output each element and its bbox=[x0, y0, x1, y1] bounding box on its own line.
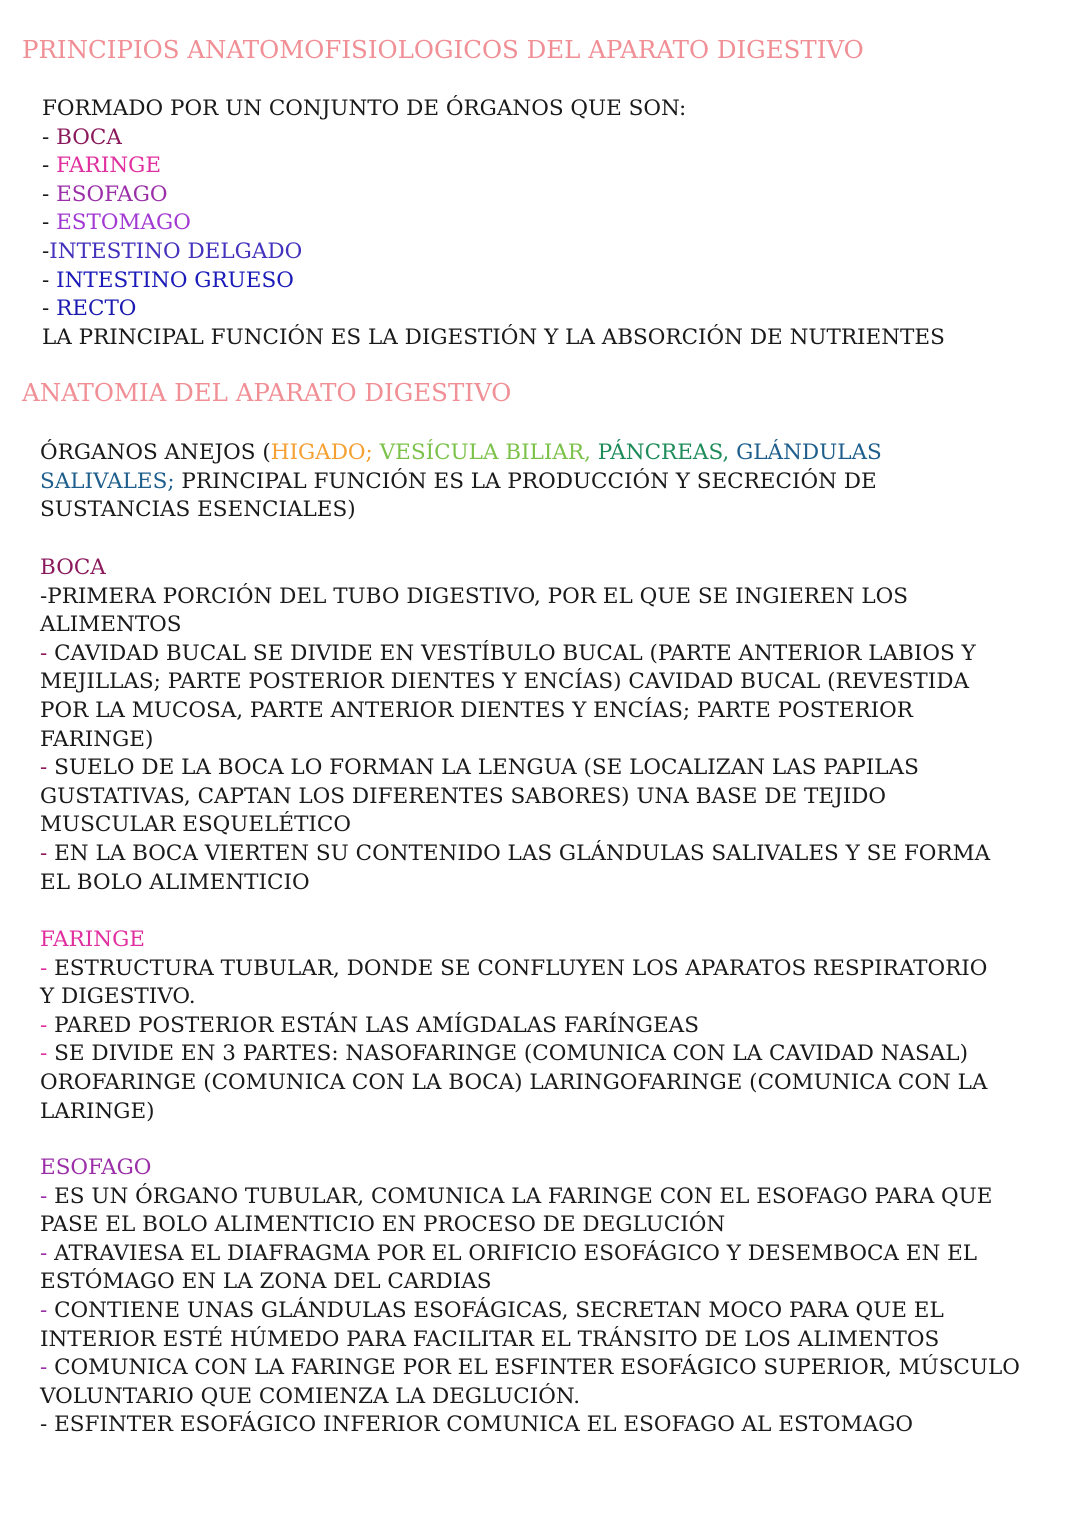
organ-label: INTESTINO DELGADO bbox=[49, 238, 303, 264]
text-line bbox=[40, 840, 990, 869]
organ-label: ESOFAGO bbox=[56, 181, 168, 207]
text-line bbox=[40, 754, 990, 783]
organ-label: FARINGE bbox=[56, 153, 162, 179]
anejos-block bbox=[40, 439, 882, 525]
dash: - bbox=[40, 1355, 55, 1381]
text-line: ESTÓMAGO EN LA ZONA DEL CARDIAS bbox=[40, 1269, 492, 1295]
organ-item-estomago bbox=[42, 209, 945, 238]
organ-list-block bbox=[42, 95, 945, 352]
dash: - bbox=[42, 210, 57, 236]
anejo-pancreas: PÁNCREAS, bbox=[597, 440, 730, 465]
text-line: Y DIGESTIVO. bbox=[40, 984, 196, 1010]
text-line: VOLUNTARIO QUE COMIENZA LA DEGLUCIÓN. bbox=[40, 1383, 581, 1409]
text-line: OROFARINGE (COMUNICA CON LA BOCA) LARINGOFARINGE (COMUNICA CON LA bbox=[40, 1069, 988, 1095]
text-line: MUSCULAR ESQUELÉTICO bbox=[40, 812, 352, 838]
anejo-vesicula: VESÍCULA BILIAR, bbox=[379, 440, 591, 465]
anejo-higado: HIGADO; bbox=[270, 440, 373, 465]
organ-item-faringe bbox=[42, 152, 945, 181]
text-line: EL BOLO ALIMENTICIO bbox=[40, 869, 310, 895]
anejos-line-1 bbox=[40, 439, 882, 468]
dash: - bbox=[40, 840, 55, 866]
text: CAVIDAD BUCAL SE DIVIDE EN VESTÍBULO BUCAL (PARTE ANTERIOR LABIOS Y bbox=[54, 640, 976, 666]
text: CONTIENE UNAS GLÁNDULAS ESOFÁGICAS, SECRETAN MOCO PARA QUE EL bbox=[54, 1297, 944, 1323]
section-title-anatomia: ANATOMIA DEL APARATO DIGESTIVO bbox=[22, 378, 512, 407]
text-line bbox=[40, 1297, 1020, 1326]
dash: - bbox=[40, 640, 55, 666]
text-line: -PRIMERA PORCIÓN DEL TUBO DIGESTIVO, POR EL QUE SE INGIEREN LOS bbox=[40, 583, 908, 609]
text-line: ALIMENTOS bbox=[40, 612, 182, 638]
dash: - bbox=[40, 1012, 55, 1038]
text: COMUNICA CON LA FARINGE POR EL ESFINTER ESOFÁGICO SUPERIOR, MÚSCULO bbox=[54, 1355, 1020, 1381]
anejos-prefix: ÓRGANOS ANEJOS ( bbox=[40, 440, 271, 465]
text-line bbox=[40, 1012, 987, 1041]
text-line: POR LA MUCOSA, PARTE ANTERIOR DIENTES Y ENCÍAS; PARTE POSTERIOR bbox=[40, 697, 913, 723]
text: EN LA BOCA VIERTEN SU CONTENIDO LAS GLÁNDULAS SALIVALES Y SE FORMA bbox=[54, 840, 991, 866]
text: ESTRUCTURA TUBULAR, DONDE SE CONFLUYEN LOS APARATOS RESPIRATORIO bbox=[54, 955, 988, 981]
organ-label: INTESTINO GRUESO bbox=[56, 267, 294, 293]
organ-item-esofago bbox=[42, 181, 945, 210]
dash: - bbox=[42, 267, 57, 293]
text-line: FARINGE) bbox=[40, 726, 154, 752]
dash: - bbox=[40, 1297, 55, 1323]
dash: - bbox=[42, 153, 57, 179]
anejo-glandulas-cont: SALIVALES; bbox=[40, 468, 175, 494]
dash: - bbox=[42, 296, 57, 322]
faringe-heading: FARINGE bbox=[40, 927, 145, 952]
organ-item-intestino-grueso bbox=[42, 267, 945, 296]
dash: - bbox=[40, 955, 55, 981]
dash: - bbox=[42, 124, 57, 150]
dash: - bbox=[42, 238, 50, 264]
anejos-line-2 bbox=[40, 468, 882, 497]
text-line bbox=[40, 640, 990, 669]
anejos-line-3: SUSTANCIAS ESENCIALES) bbox=[40, 497, 356, 523]
anejo-glandulas: GLÁNDULAS bbox=[736, 440, 882, 465]
dash: - bbox=[40, 1041, 55, 1067]
text-line: LARINGE) bbox=[40, 1098, 155, 1124]
text: ESFINTER ESOFÁGICO INFERIOR COMUNICA EL ESOFAGO AL ESTOMAGO bbox=[54, 1412, 914, 1438]
dash: - bbox=[40, 755, 55, 781]
organ-item-boca bbox=[42, 124, 945, 153]
faringe-section bbox=[40, 926, 987, 1126]
organ-label: BOCA bbox=[56, 124, 122, 150]
organ-item-recto bbox=[42, 295, 945, 324]
boca-heading: BOCA bbox=[40, 555, 106, 580]
text-line bbox=[40, 1183, 1020, 1212]
dash: - bbox=[40, 1240, 55, 1266]
boca-section bbox=[40, 554, 990, 897]
organ-list-lead: FORMADO POR UN CONJUNTO DE ÓRGANOS QUE SON: bbox=[42, 96, 687, 121]
organ-item-intestino-delgado bbox=[42, 238, 945, 267]
dash: - bbox=[40, 1183, 55, 1209]
text-line bbox=[40, 1040, 987, 1069]
main-title: PRINCIPIOS ANATOMOFISIOLOGICOS DEL APARATO DIGESTIVO bbox=[22, 35, 864, 64]
text-line: INTERIOR ESTÉ HÚMEDO PARA FACILITAR EL TRÁNSITO DE LOS ALIMENTOS bbox=[40, 1326, 940, 1352]
text-line: MEJILLAS; PARTE POSTERIOR DIENTES Y ENCÍAS) CAVIDAD BUCAL (REVESTIDA bbox=[40, 669, 969, 695]
dash: - bbox=[40, 1412, 55, 1438]
text-line: GUSTATIVAS, CAPTAN LOS DIFERENTES SABORES) UNA BASE DE TEJIDO bbox=[40, 783, 887, 809]
esofago-section bbox=[40, 1154, 1020, 1440]
anejos-rest: PRINCIPAL FUNCIÓN ES LA PRODUCCIÓN Y SECRECIÓN DE bbox=[181, 468, 877, 494]
organ-label: ESTOMAGO bbox=[56, 210, 191, 236]
text-line bbox=[40, 955, 987, 984]
text-line bbox=[40, 1240, 1020, 1269]
text: ATRAVIESA EL DIAFRAGMA POR EL ORIFICIO ESOFÁGICO Y DESEMBOCA EN EL bbox=[54, 1240, 978, 1266]
text-line bbox=[40, 1411, 1020, 1440]
text-line: PASE EL BOLO ALIMENTICIO EN PROCESO DE DEGLUCIÓN bbox=[40, 1212, 726, 1238]
text: SUELO DE LA BOCA LO FORMAN LA LENGUA (SE LOCALIZAN LAS PAPILAS bbox=[54, 755, 919, 781]
text: SE DIVIDE EN 3 PARTES: NASOFARINGE (COMUNICA CON LA CAVIDAD NASAL) bbox=[54, 1041, 968, 1067]
dash: - bbox=[42, 181, 57, 207]
main-function-text: LA PRINCIPAL FUNCIÓN ES LA DIGESTIÓN Y LA ABSORCIÓN DE NUTRIENTES bbox=[42, 324, 945, 350]
text-line bbox=[40, 1354, 1020, 1383]
text: PARED POSTERIOR ESTÁN LAS AMÍGDALAS FARÍNGEAS bbox=[54, 1012, 699, 1038]
organ-label: RECTO bbox=[56, 296, 137, 322]
esofago-heading: ESOFAGO bbox=[40, 1155, 152, 1180]
text: ES UN ÓRGANO TUBULAR, COMUNICA LA FARINGE CON EL ESOFAGO PARA QUE bbox=[54, 1183, 993, 1209]
